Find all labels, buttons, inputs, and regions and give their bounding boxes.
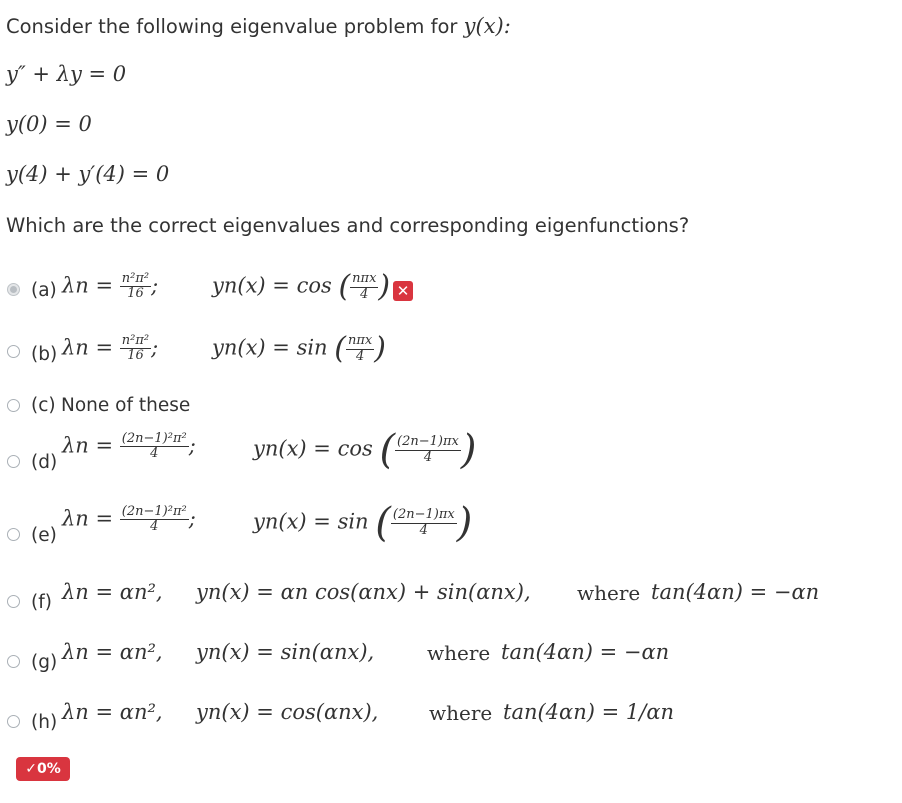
checkmark-icon: ✓ xyxy=(25,761,37,777)
option-f-where: where xyxy=(577,581,641,605)
option-c-text: None of these xyxy=(61,395,191,416)
option-f-condition: tan(4αn) = −αn xyxy=(651,580,820,604)
question-intro xyxy=(6,14,511,38)
equation-ode: y″ + λy = 0 xyxy=(6,62,127,86)
option-g-label: (g) xyxy=(31,652,58,673)
intro-variable: y(x): xyxy=(463,14,511,38)
option-h-eigenfunction: yn(x) = cos(αnx), xyxy=(196,700,379,724)
score-badge xyxy=(16,757,70,781)
option-d-label: (d) xyxy=(31,452,58,473)
option-g-condition: tan(4αn) = −αn xyxy=(501,640,670,664)
option-e-lambda: λn = $\frac{\text{(2n−1)²π²}}{4}$ ; xyxy=(62,504,196,535)
option-b[interactable] xyxy=(0,332,440,372)
option-g-where: where xyxy=(427,641,491,665)
option-d[interactable] xyxy=(0,427,500,473)
radio-option-a[interactable] xyxy=(7,283,20,296)
intro-text: Consider the following eigenvalue problem for xyxy=(6,15,458,38)
option-h[interactable] xyxy=(0,698,700,738)
option-h-where: where xyxy=(429,701,493,725)
option-d-eigenfunction: yn(x) = cos ( $\frac{(2n-1)\pi x}{4}$ ) xyxy=(253,427,477,473)
option-h-label: (h) xyxy=(31,712,58,733)
radio-option-g[interactable] xyxy=(7,655,20,668)
option-f-lambda: λn = αn², xyxy=(62,580,163,604)
equation-bc1: y(0) = 0 xyxy=(6,112,92,136)
radio-option-e[interactable] xyxy=(7,528,20,541)
option-g-eigenfunction: yn(x) = sin(αnx), xyxy=(196,640,375,664)
radio-option-c[interactable] xyxy=(7,399,20,412)
option-h-condition: tan(4αn) = 1/αn xyxy=(503,700,675,724)
option-a-eigenfunction: yn(x) = cos ( $\frac{\text{nπx}}{4}$ ) xyxy=(212,269,391,304)
option-c[interactable] xyxy=(0,393,220,433)
radio-option-b[interactable] xyxy=(7,345,20,358)
question-prompt: Which are the correct eigenvalues and corresponding eigenfunctions? xyxy=(6,214,690,237)
option-e-eigenfunction: yn(x) = sin ( $\frac{(2n-1)\pi x}{4}$ ) xyxy=(253,500,473,546)
option-f[interactable] xyxy=(0,578,840,618)
option-h-lambda: λn = αn², xyxy=(62,700,163,724)
option-e[interactable] xyxy=(0,500,500,546)
incorrect-mark-icon: ✕ xyxy=(393,281,413,301)
option-a-label: (a) xyxy=(31,280,57,301)
option-a[interactable] xyxy=(0,270,440,310)
option-e-label: (e) xyxy=(31,525,57,546)
option-c-label: (c) xyxy=(31,395,56,416)
radio-option-h[interactable] xyxy=(7,715,20,728)
option-a-lambda: λn = $\frac{\text{n²π²}}{16}$ ; xyxy=(62,271,159,302)
radio-option-f[interactable] xyxy=(7,595,20,608)
option-g-lambda: λn = αn², xyxy=(62,640,163,664)
option-b-eigenfunction: yn(x) = sin ( $\frac{\text{nπx}}{4}$ ) xyxy=(212,331,386,366)
score-value: 0% xyxy=(36,761,61,777)
radio-option-d[interactable] xyxy=(7,455,20,468)
option-g[interactable] xyxy=(0,638,700,678)
option-f-label: (f) xyxy=(31,592,52,613)
option-a-lambda-fraction: $\frac{\text{n²π²}}{16}$ xyxy=(121,271,150,302)
option-f-eigenfunction: yn(x) = αn cos(αnx) + sin(αnx), xyxy=(196,580,531,604)
option-b-lambda: λn = $\frac{\text{n²π²}}{16}$ ; xyxy=(62,333,159,364)
option-d-lambda: λn = $\frac{\text{(2n−1)²π²}}{4}$ ; xyxy=(62,431,196,462)
equation-bc2: y(4) + y′(4) = 0 xyxy=(6,162,170,186)
option-b-label: (b) xyxy=(31,344,58,365)
